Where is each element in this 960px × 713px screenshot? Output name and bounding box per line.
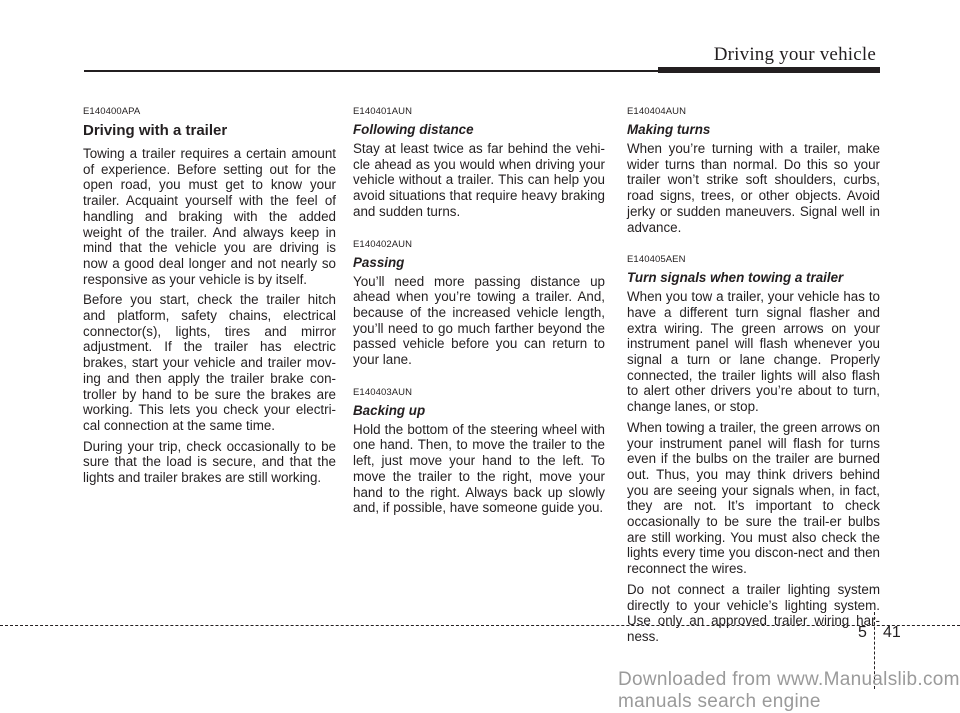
section-code: E140401AUN (353, 106, 413, 117)
subsection-title: Making turns (627, 122, 711, 137)
column-3 (627, 106, 880, 650)
paragraph: During your trip, check occasionally to be sure that the load is secure, and that the lights and trailer brakes are still working. (83, 438, 336, 486)
paragraph: Hold the bottom of the steering wheel with one hand. Then, to move the trailer to the left, just move your hand to the left. To move the trailer to the right, move your hand to the right. Always back up slowly and, if possible, have someone guide you. (353, 421, 605, 516)
paragraph: Stay at least twice as far behind the vehi-cle ahead as you would when driving your vehicle without a trailer. This can help you avoid situations that require heavy braking and sudden turns. (353, 141, 605, 219)
column-1 (83, 106, 336, 491)
section-code: E140404AUN (627, 106, 687, 117)
spacer (353, 373, 605, 387)
column-2 (353, 106, 605, 521)
paragraph: Do not connect a trailer lighting system directly to your vehicle’s lighting system. Use only an approved trailer wiring har-ness. (627, 581, 880, 644)
footer-rule (0, 625, 960, 626)
section-title: Driving with a trailer (83, 122, 228, 139)
page-header-title: Driving your vehicle (713, 44, 876, 65)
section-code: E140405AEN (627, 254, 686, 266)
subsection-title: Backing up (353, 402, 426, 418)
paragraph: You’ll need more passing distance up ahead when you’re towing a trailer. And, because of the increased vehicle length, you’ll need to go much farther beyond the passed vehicle before you can return to your lane. (353, 273, 605, 368)
section-code: E140400APA (83, 106, 141, 117)
subsection-title: Following distance (353, 122, 474, 137)
chapter-number: 5 (858, 624, 867, 641)
paragraph: Before you start, check the trailer hitch and platform, safety chains, electrical connector(s), lights, tires and mirror adjustment. If the trailer has electric brakes, start your vehicle and trailer mov-ing and then apply the trailer brake con-troller by hand to be sure the brakes are working. This lets you check your electri-cal connection at the same time. (83, 292, 336, 433)
spacer (627, 240, 880, 254)
watermark-text: Downloaded from www.Manualslib.com manuals search engine (618, 669, 960, 712)
paragraph: When towing a trailer, the green arrows on your instrument panel will flash for turns even if the bulbs on the trailer are burned out. Thus, you may think drivers behind you are seeing your signals when, in fact, they are not. It’s important to check occasionally to be sure the trail-er bulbs are still working. You must also check the lights every time you discon-nect and then reconnect the wires. (627, 419, 880, 577)
header-rule-accent (658, 67, 880, 73)
section-code: E140403AUN (353, 386, 413, 398)
paragraph: Towing a trailer requires a certain amount of experience. Before setting out for the open road, you must get to know your trailer. Acquaint yourself with the feel of handling and braking with the added weight of the trailer. And always keep in mind that the vehicle you are driving is now a good deal longer and not nearly so responsive as your vehicle is by itself. (83, 146, 336, 287)
subsection-title: Passing (353, 254, 405, 270)
page-number: 41 (883, 624, 901, 641)
paragraph: When you’re turning with a trailer, make wider turns than normal. Do this so your trailer won’t strike soft shoulders, curbs, road signs, trees, or other objects. Avoid jerky or sudden maneuvers. Signal well in advance. (627, 141, 880, 235)
subsection-title: Turn signals when towing a trailer (627, 270, 844, 286)
paragraph: When you tow a trailer, your vehicle has to have a different turn signal flasher and extra wiring. The green arrows on your instrument panel will flash whenever you signal a turn or lane change. Properly connected, the trailer lights will also flash to alert other drivers you’re about to turn, change lanes, or stop. (627, 289, 880, 415)
section-code: E140402AUN (353, 238, 413, 250)
spacer (353, 225, 605, 239)
